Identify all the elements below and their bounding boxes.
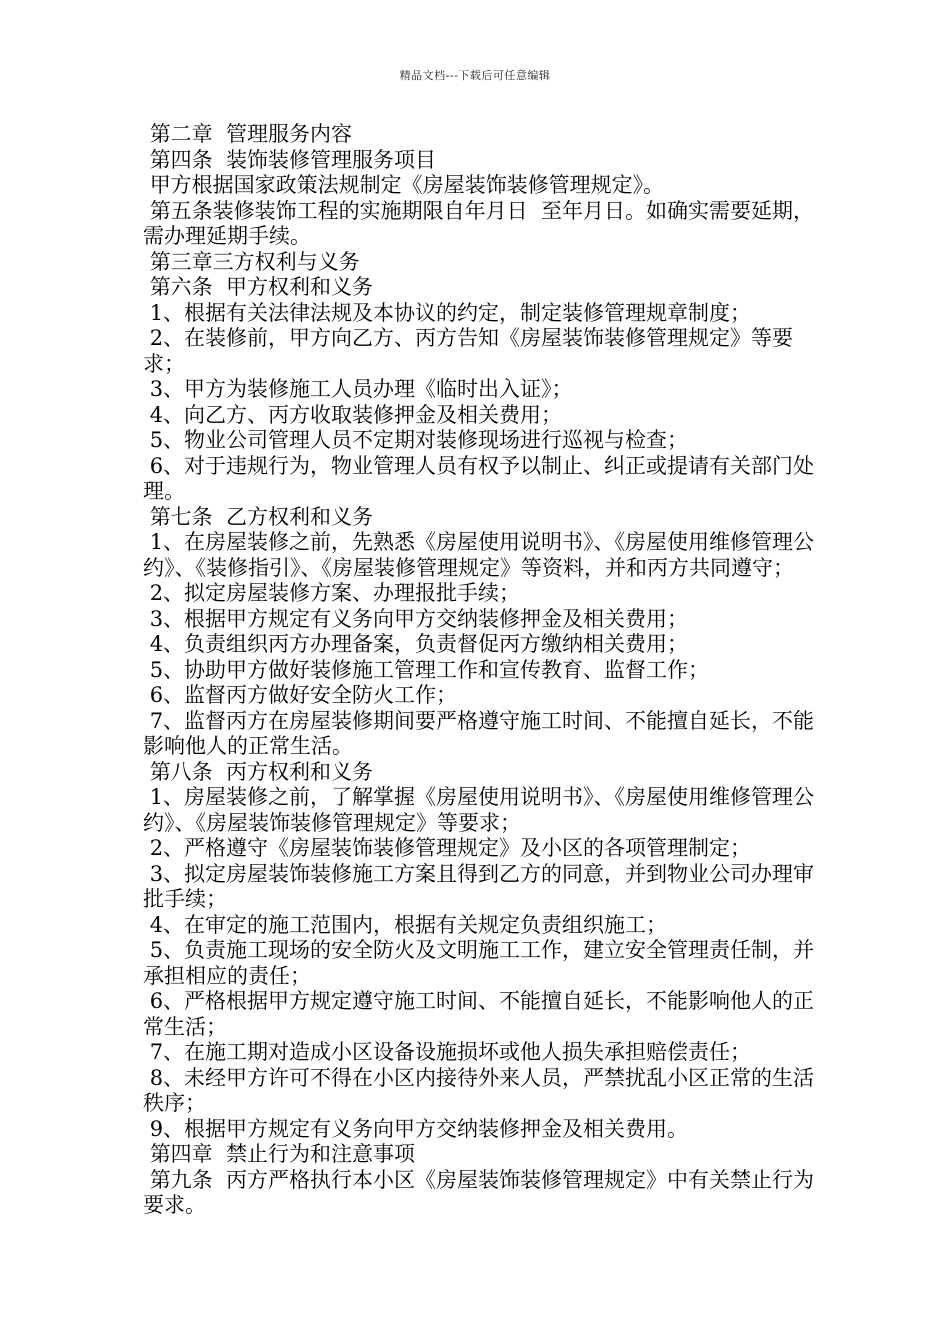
list-item: 1、房屋装修之前，了解掌握《房屋使用说明书》、《房屋使用维修管理公约》、《房屋装饰装修管理规定》等要求；: [143, 785, 815, 835]
paragraph: 第五条装修装饰工程的实施期限自年月日 至年月日。如确实需要延期，需办理延期手续。: [143, 198, 815, 248]
list-item: 8、未经甲方许可不得在小区内接待外来人员，严禁扰乱小区正常的生活秩序；: [143, 1065, 815, 1115]
list-item: 2、拟定房屋装修方案、办理报批手续；: [143, 581, 521, 605]
list-item: 9、根据甲方规定有义务向甲方交纳装修押金及相关费用。: [143, 1116, 689, 1141]
page-header: 精品文档---下载后可任意编辑: [399, 69, 551, 82]
list-item: 4、向乙方、丙方收取装修押金及相关费用；: [143, 402, 563, 427]
list-item: 3、根据甲方规定有义务向甲方交纳装修押金及相关费用；: [143, 606, 689, 631]
list-item: 6、监督丙方做好安全防火工作；: [143, 683, 458, 707]
list-item: 5、物业公司管理人员不定期对装修现场进行巡视与检查；: [143, 428, 689, 452]
list-item: 5、负责施工现场的安全防火及文明施工工作，建立安全管理责任制，并承担相应的责任；: [143, 938, 815, 988]
paragraph: 第九条 丙方严格执行本小区《房屋装饰装修管理规定》中有关禁止行为要求。: [143, 1167, 815, 1217]
list-item: 3、拟定房屋装饰装修施工方案且得到乙方的同意，并到物业公司办理审批手续；: [143, 861, 815, 911]
list-item: 2、在装修前，甲方向乙方、丙方告知《房屋装饰装修管理规定》等要求；: [143, 326, 794, 376]
list-item: 4、在审定的施工范围内，根据有关规定负责组织施工；: [143, 912, 668, 937]
list-item: 5、协助甲方做好装修施工管理工作和宣传教育、监督工作；: [143, 657, 710, 682]
article-heading: 第七条 乙方权利和义务: [143, 504, 374, 529]
list-item: 3、甲方为装修施工人员办理《临时出入证》；: [143, 377, 573, 401]
list-item: 1、根据有关法律法规及本协议的约定，制定装修管理规章制度；: [143, 300, 752, 325]
list-item: 1、在房屋装修之前，先熟悉《房屋使用说明书》、《房屋使用维修管理公约》、《装修指引》、《房屋装修管理规定》等资料，并和丙方共同遵守；: [143, 530, 815, 580]
list-item: 6、严格根据甲方规定遵守施工时间、不能擅自延长，不能影响他人的正常生活；: [143, 989, 815, 1039]
list-item: 2、严格遵守《房屋装饰装修管理规定》及小区的各项管理制定；: [143, 836, 752, 860]
list-item: 6、对于违规行为，物业管理人员有权予以制止、纠正或提请有关部门处理。: [143, 453, 815, 503]
document-body: [143, 122, 823, 1219]
list-item: 4、负责组织丙方办理备案，负责督促丙方缴纳相关费用；: [143, 632, 689, 656]
list-item: 7、监督丙方在房屋装修期间要严格遵守施工时间、不能擅自延长，不能影响他人的正常生活。: [143, 708, 815, 758]
article-heading: 第六条 甲方权利和义务: [143, 275, 374, 299]
article-heading: 第八条 丙方权利和义务: [143, 759, 374, 784]
chapter-heading: 第二章 管理服务内容: [143, 122, 353, 146]
chapter-heading: 第三章三方权利与义务: [143, 249, 360, 274]
chapter-heading: 第四章 禁止行为和注意事项: [143, 1142, 416, 1166]
article-heading: 第四条 装饰装修管理服务项目: [143, 147, 437, 172]
list-item: 7、在施工期对造成小区设备设施损坏或他人损失承担赔偿责任；: [143, 1040, 752, 1064]
paragraph: 甲方根据国家政策法规制定《房屋装饰装修管理规定》。: [143, 173, 665, 197]
